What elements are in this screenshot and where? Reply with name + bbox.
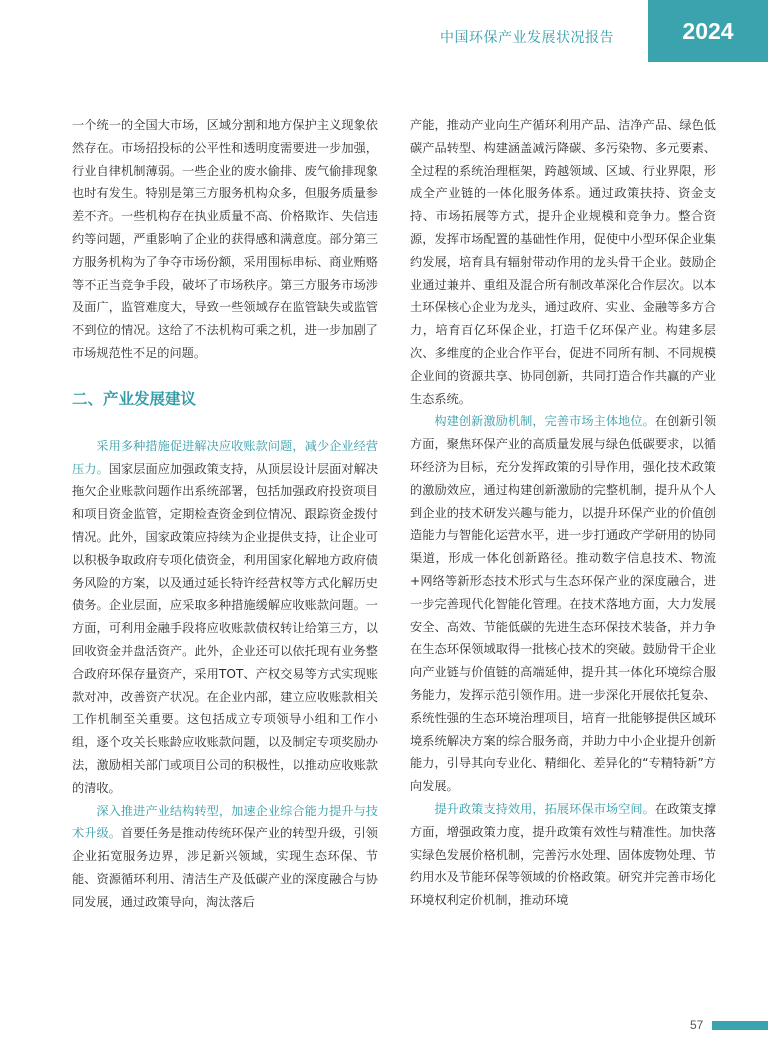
paragraph: 产能，推动产业向生产循环利用产品、洁净产品、绿色低碳产品转型、构建涵盖减污降碳、多污染物、多元要素、全过程的系统治理框架，跨越领域、区域、行业界限，形成全产业链的一体化服务体系。通过政策扶持、资金支持、市场拓展等方式，提升企业规模和竞争力。整合资源，发挥市场配置的基础性作用，促使中小型环保企业集约发展，培育具有辐射带动作用的龙头骨干企业。鼓励企业通过兼并、重组及混合所有制改革深化合作层次。以本土环保核心企业为龙头，通过政府、实业、金融等多方合力，培育百亿环保企业，打造千亿环保产业。构建多层次、多维度的企业合作平台，促进不同所有制、不同规模企业间的资源共享、协同创新，共同打造合作共赢的产业生态系统。 bbox=[410, 118, 716, 406]
paragraph-lead: 深入推进产业结构转型，加速企业综合能力提升与技术升级。 bbox=[72, 803, 378, 841]
paragraph bbox=[72, 435, 378, 800]
paragraph-body: 国家层面应加强政策支持，从顶层设计层面对解决拖欠企业账款问题作出系统部署，包括加强政府投资项目和项目资金监管，定期检查资金到位情况、跟踪资金拨付情况。此外，国家政策应持续为企业提供支持，让企业可以积极争取政府专项化债资金，利用国家化解地方政府债务风险的方案，以及通过延长特许经营权等方式化解历史债务。企业层面，应采取多种措施缓解应收账款问题。一方面，可利用金融手段将应收账款债权转让给第三方，以回收资金并盘活资产。此外，企业还可以依托现有业务整合政府环保存量资产，采用TOT、产权交易等方式实现账款对冲，改善资产状况。在企业内部，建立应收账款相关工作机制至关重要。这包括成立专项领导小组和工作小组，逐个攻关长账龄应收账款问题，以及制定专项奖励办法，激励相关部门或项目公司的积极性，以推动应收账款的清收。 bbox=[72, 461, 379, 795]
right-column bbox=[410, 114, 716, 912]
paragraph-lead: 构建创新激励机制，完善市场主体地位。 bbox=[434, 414, 655, 429]
paragraph: 一个统一的全国大市场，区域分割和地方保护主义现象依然存在。市场招投标的公平性和透明度需要进一步加强，行业自律机制薄弱。一些企业的废水偷排、废气偷排现象也时有发生。特别是第三方服务机构众多，但服务质量参差不齐。一些机构存在执业质量不高、价格欺诈、失信违约等问题，严重影响了企业的获得感和满意度。部分第三方服务机构为了争夺市场份额，采用围标串标、商业贿赂等不正当竞争手段，破坏了市场秩序。第三方服务市场涉及面广，监管难度大，导致一些领域存在监管缺失或监管不到位的情况。这给了不法机构可乘之机，进一步加剧了市场规范性不足的问题。 bbox=[72, 118, 378, 360]
paragraph bbox=[72, 800, 378, 914]
left-column bbox=[72, 114, 378, 914]
paragraph-lead: 采用多种措施促进解决应收账款问题，减少企业经营压力。 bbox=[72, 438, 378, 476]
paragraph bbox=[410, 798, 716, 912]
footer-accent-bar bbox=[712, 1021, 768, 1030]
report-year-badge: 2024 bbox=[648, 0, 768, 62]
section-heading: 二、产业发展建议 bbox=[72, 389, 197, 408]
page-number: 57 bbox=[690, 1018, 704, 1032]
paragraph-body: 首要任务是推动传统环保产业的转型升级，引领企业拓宽服务边界，涉足新兴领域，实现生态环保、节能、资源循环利用、清洁生产及低碳产业的深度融合与协同发展，通过政策导向，淘汰落后 bbox=[72, 826, 378, 909]
paragraph bbox=[410, 410, 716, 798]
paragraph-body: 在创新引领方面，聚焦环保产业的高质量发展与绿色低碳要求，以循环经济为目标，充分发挥政策的引导作用，强化技术政策的激励效应，通过构建创新激励的完整机制，提升从个人到企业的技术研发兴趣与能力，以提升环保产业的价值创造能力与智能化运营水平，进一步打通政产学研用的协同渠道，形成一体化创新路径。推动数字信息技术、物流+网络等新形态技术形式与生态环保产业的深度融合，进一步完善现代化智能化管理。在技术落地方面，大力发展安全、高效、节能低碳的先进生态环保技术装备，并力争在生态环保领域取得一批核心技术的突破。鼓励骨干企业向产业链与价值链的高端延伸，提升其一体化环境综合服务能力，发挥示范引领作用。进一步深化开展依托复杂、系统性强的生态环境治理项目，培育一批能够提供区域环境系统解决方案的综合服务商，并助力中小企业提升创新能力，引导其向专业化、精细化、差异化的“专精特新”方向发展。 bbox=[410, 414, 717, 794]
paragraph-lead: 提升政策支持效用，拓展环保市场空间。 bbox=[434, 801, 655, 816]
report-title: 中国环保产业发展状况报告 bbox=[440, 30, 614, 46]
paragraph-body: 在政策支撑方面，增强政策力度，提升政策有效性与精准性。加快落实绿色发展价格机制，完善污水处理、固体废物处理、节约用水及节能环保等领域的价格政策。研究并完善市场化环境权利定价机制，推动环境 bbox=[410, 801, 717, 908]
